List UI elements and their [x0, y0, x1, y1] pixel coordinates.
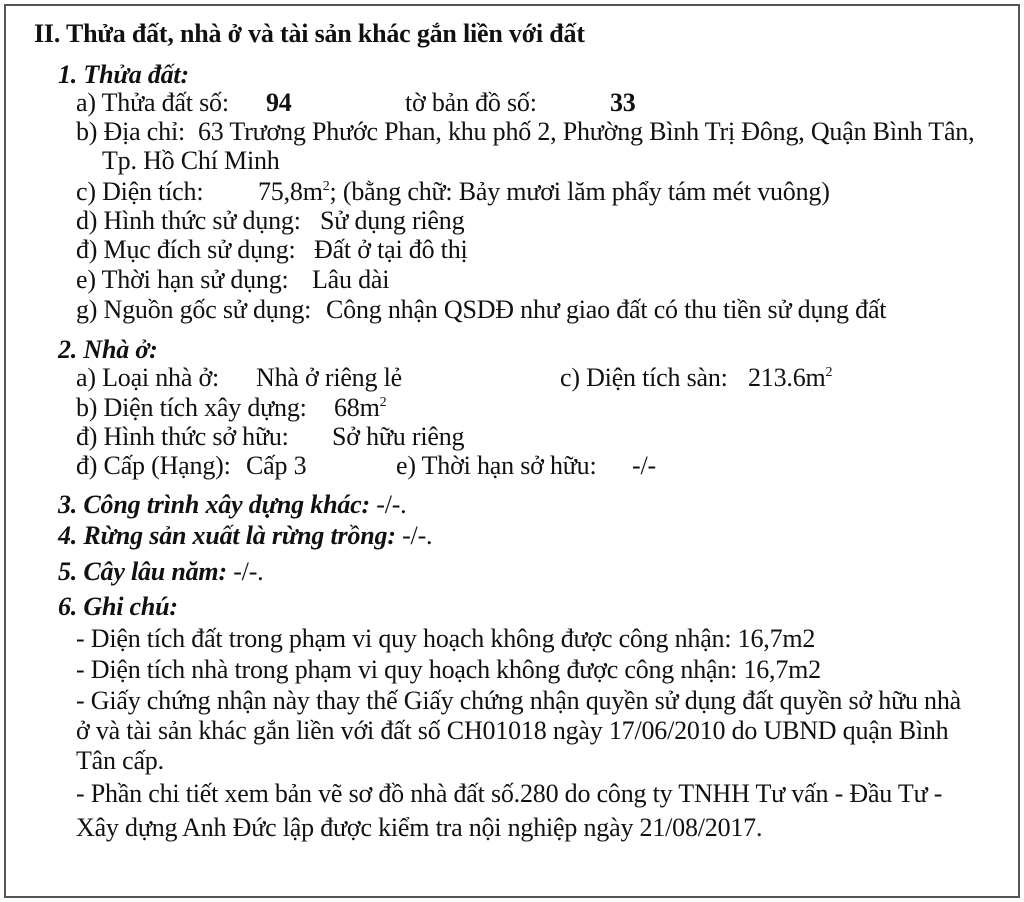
note-4-line-2: Xây dựng Anh Đức lập được kiểm tra nội nghiệp ngày 21/08/2017.	[76, 813, 763, 842]
area-label: c) Diện tích:	[76, 177, 204, 206]
perennial-value: -/-.	[226, 557, 264, 586]
area-superscript: 2	[322, 179, 330, 194]
ownership-term-value: -/-	[632, 451, 656, 480]
build-area-superscript: 2	[379, 395, 387, 410]
grade-label: đ) Cấp (Hạng):	[76, 451, 231, 480]
house-heading: 2. Nhà ở:	[58, 335, 158, 364]
build-area-number: 68m	[334, 393, 380, 422]
note-3-line-1: - Giấy chứng nhận này thay thế Giấy chứng nhận quyền sử dụng đất quyền sở hữu nhà	[76, 686, 962, 715]
map-number: 33	[610, 88, 636, 117]
note-1: - Diện tích đất trong phạm vi quy hoạch không được công nhận: 16,7m2	[76, 624, 816, 653]
use-form-label: d) Hình thức sử dụng:	[76, 206, 301, 235]
forest-value: -/-.	[395, 521, 433, 550]
grade-value: Cấp 3	[246, 451, 307, 480]
other-works-value: -/-.	[369, 490, 407, 519]
ownership-term-label: e) Thời hạn sở hữu:	[396, 451, 597, 480]
map-label: tờ bản đồ số:	[405, 88, 537, 117]
perennial-heading: 5. Cây lâu năm:	[58, 557, 227, 586]
term-label: e) Thời hạn sử dụng:	[76, 265, 289, 294]
note-2: - Diện tích nhà trong phạm vi quy hoạch không được công nhận: 16,7m2	[76, 655, 821, 684]
land-heading: 1. Thửa đất:	[58, 60, 189, 89]
floor-area-value	[748, 363, 832, 393]
build-area-value	[334, 393, 386, 423]
address-line-2: Tp. Hồ Chí Minh	[102, 146, 280, 175]
ownership-label: đ) Hình thức sở hữu:	[76, 422, 289, 451]
floor-area-superscript: 2	[825, 365, 833, 380]
address-label: b) Địa chỉ:	[76, 117, 185, 146]
use-form-value: Sử dụng riêng	[320, 206, 465, 235]
build-area-label: b) Diện tích xây dựng:	[76, 393, 307, 422]
ownership-value: Sở hữu riêng	[332, 422, 465, 451]
other-works-line	[58, 490, 406, 520]
floor-area-number: 213.6m	[748, 363, 826, 392]
forest-heading: 4. Rừng sản xuất là rừng trồng:	[58, 521, 396, 550]
note-3-line-3: Tân cấp.	[76, 746, 164, 775]
origin-value: Công nhận QSDĐ như giao đất có thu tiền sử dụng đất	[326, 295, 887, 324]
address-line-1: 63 Trương Phước Phan, khu phố 2, Phường Bình Trị Đông, Quận Bình Tân,	[198, 117, 975, 146]
area-number: 75,8m	[258, 177, 323, 206]
parcel-label: a) Thửa đất số:	[76, 88, 229, 117]
purpose-value: Đất ở tại đô thị	[314, 235, 468, 264]
term-value: Lâu dài	[312, 265, 390, 294]
parcel-number: 94	[266, 88, 292, 117]
section-title: II. Thửa đất, nhà ở và tài sản khác gắn liền với đất	[34, 19, 585, 48]
origin-label: g) Nguồn gốc sử dụng:	[76, 295, 312, 324]
area-in-words: ; (bằng chữ: Bảy mươi lăm phẩy tám mét vuông)	[329, 177, 830, 206]
perennial-line	[58, 557, 263, 587]
forest-line	[58, 521, 432, 551]
note-3-line-2: ở và tài sản khác gắn liền với đất số CH01018 ngày 17/06/2010 do UBND quận Bình	[76, 716, 949, 745]
notes-heading: 6. Ghi chú:	[58, 592, 178, 621]
note-4-line-1: - Phần chi tiết xem bản vẽ sơ đồ nhà đất số.280 do công ty TNHH Tư vấn - Đầu Tư -	[76, 779, 943, 808]
purpose-label: đ) Mục đích sử dụng:	[76, 235, 296, 264]
house-type-value: Nhà ở riêng lẻ	[256, 363, 402, 392]
other-works-heading: 3. Công trình xây dựng khác:	[58, 490, 370, 519]
house-type-label: a) Loại nhà ở:	[76, 363, 220, 392]
floor-area-label: c) Diện tích sàn:	[560, 363, 728, 392]
area-value	[258, 177, 830, 207]
